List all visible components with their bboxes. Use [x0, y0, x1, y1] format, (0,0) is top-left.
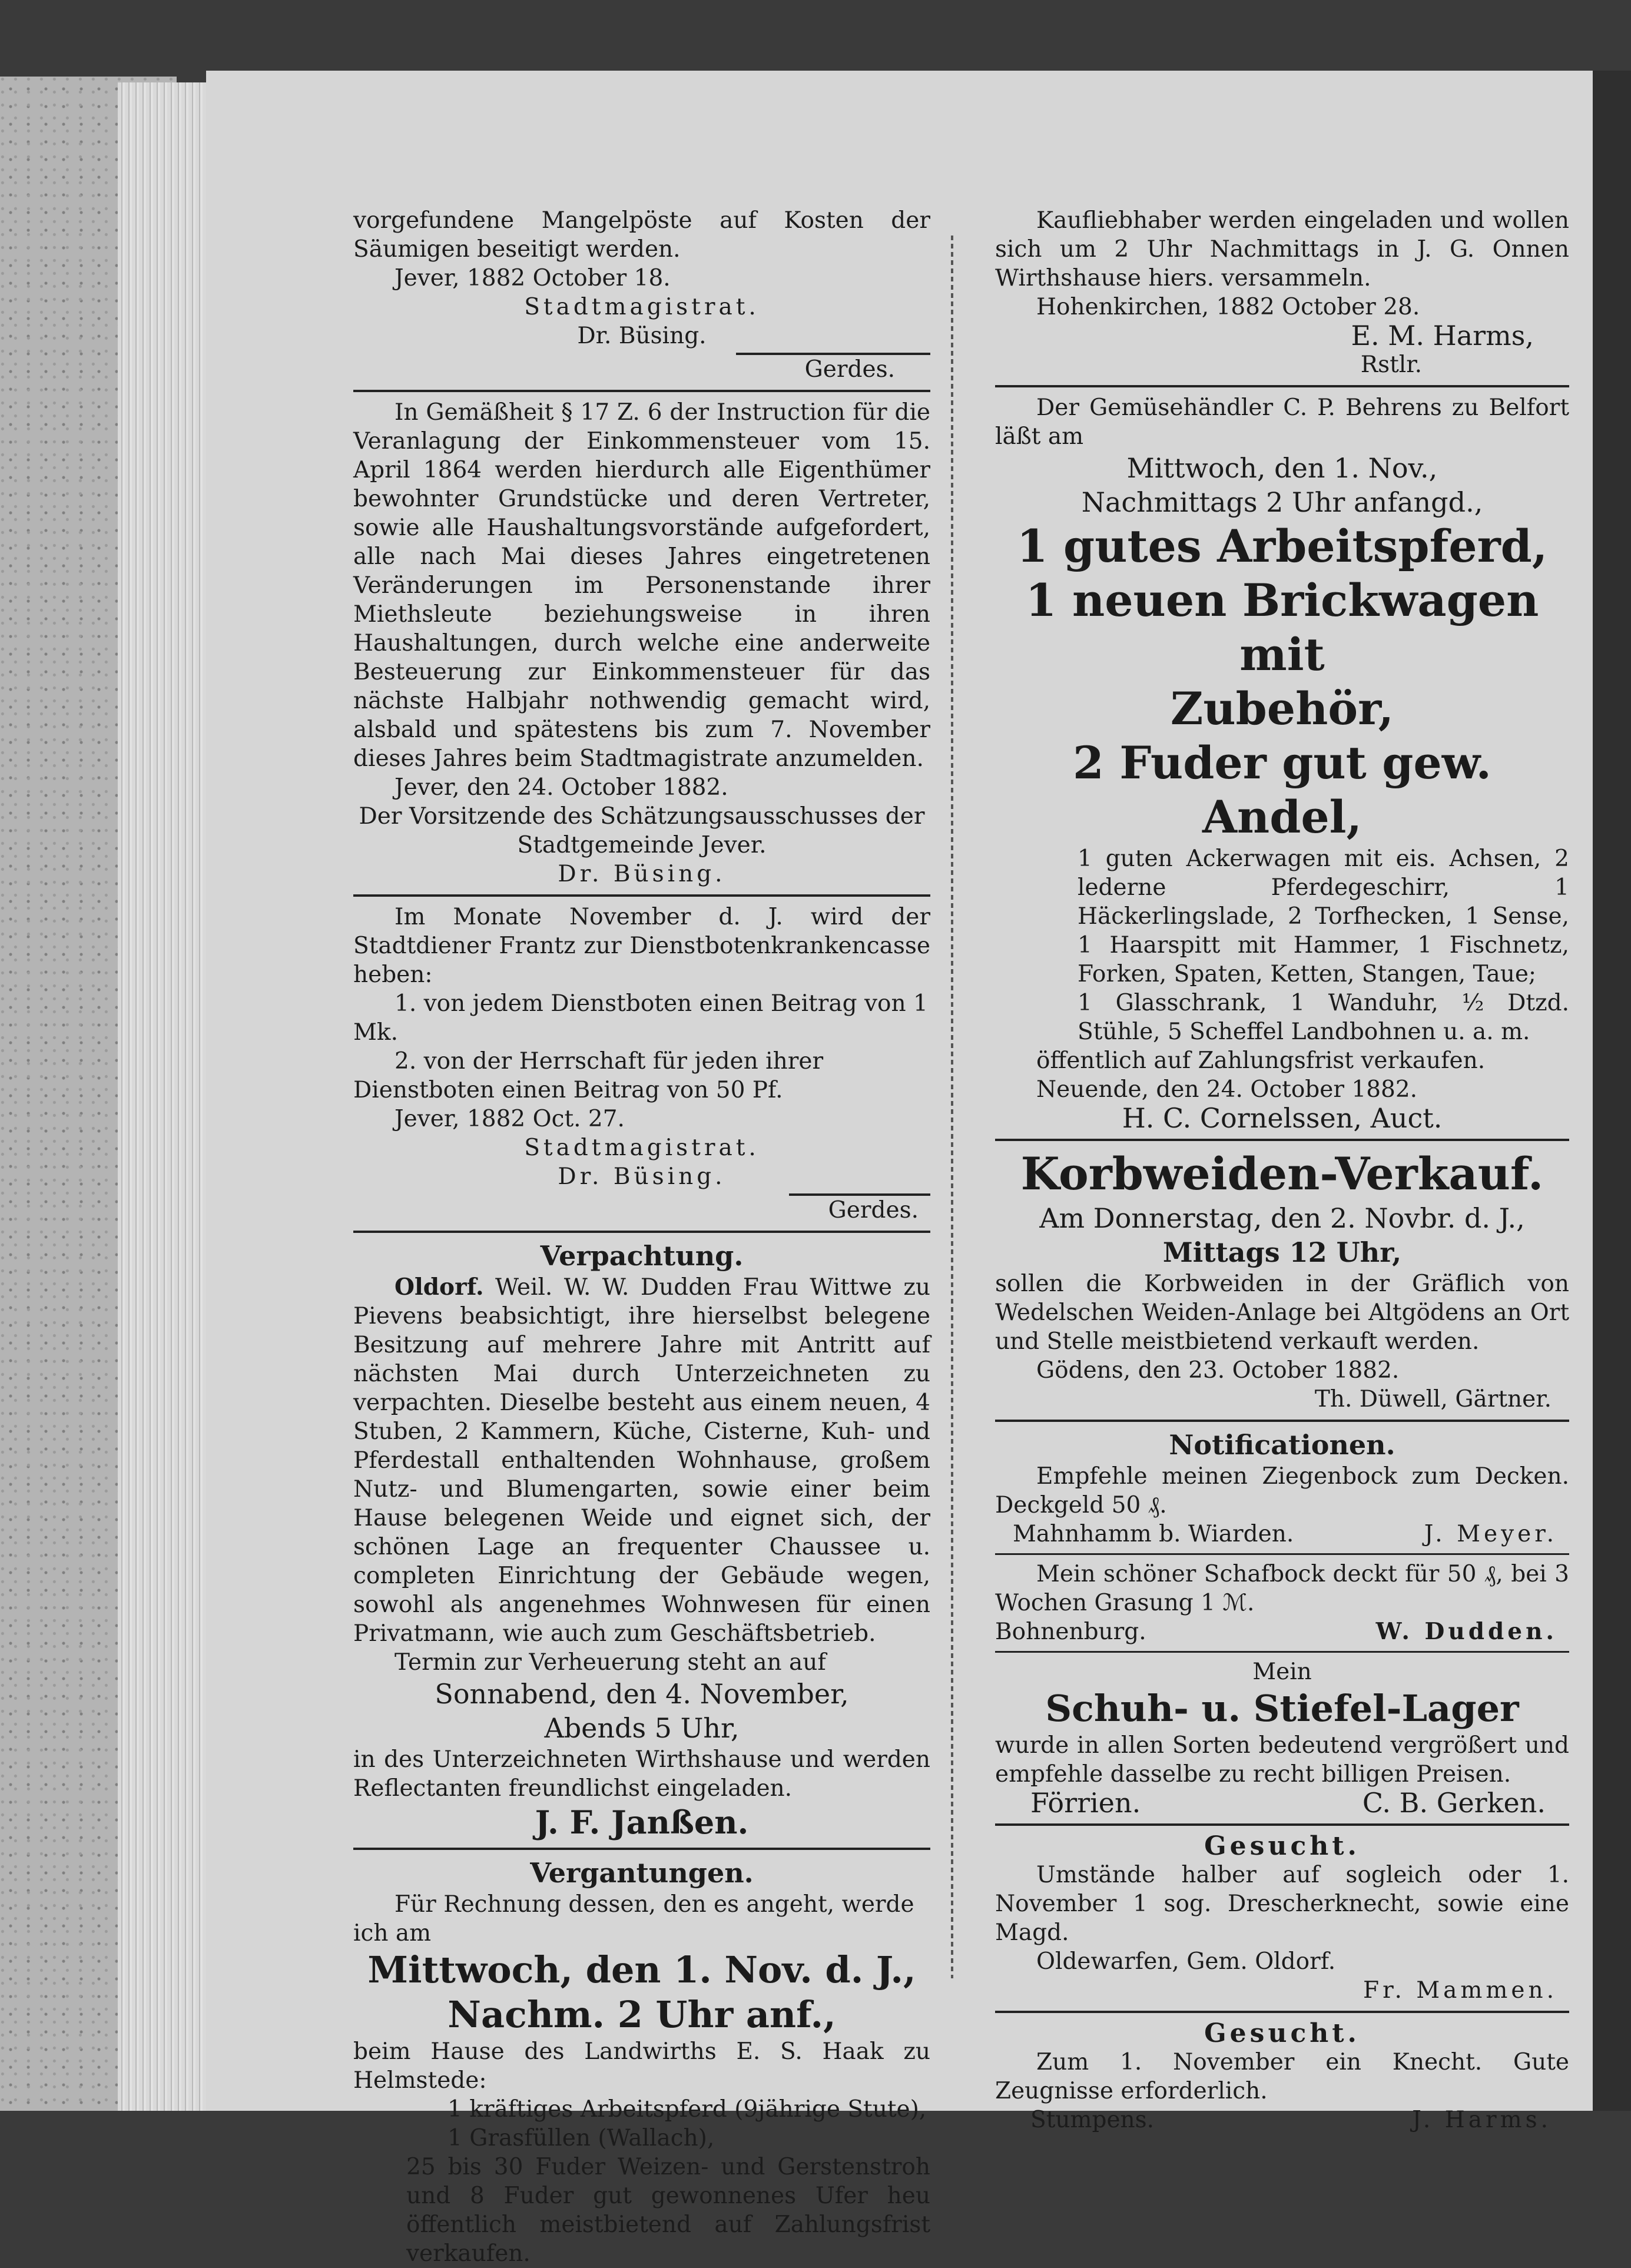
- ad-text: Termin zur Verheuerung steht an auf: [395, 1649, 826, 1676]
- ad-text: Empfehle meinen Ziegenbock zum Decken. Deckgeld 50 ₰.: [995, 1463, 1569, 1518]
- ad-verpachtung: [353, 1239, 930, 1842]
- ad-list: 1 Glasschrank, 1 Wanduhr, ½ Dtzd. Stühle, 5 Scheffel Landbohnen u. a. m.: [1078, 990, 1569, 1045]
- ad-signature: C. B. Gerken.: [1362, 1787, 1546, 1819]
- ad-time-display: Nachm. 2 Uhr anf.,: [447, 1993, 836, 2036]
- notice-authority: Der Vorsitzende des Schätzungsausschusses der Stadtgemeinde Jever.: [359, 803, 925, 858]
- notice-list-item: 2. von der Herrschaft für jeden ihrer Dienstboten einen Beitrag von 50 Pf.: [353, 1048, 824, 1103]
- column-divider: [951, 236, 953, 1978]
- ad-text: Für Rechnung dessen, den es angeht, werde ich am: [353, 1891, 914, 1947]
- ad-date-display: Am Donnerstag, den 2. Novbr. d. J.,: [1039, 1202, 1525, 1234]
- section-divider: [995, 1651, 1569, 1653]
- ad-gesucht-magd: [995, 1832, 1569, 2005]
- ad-list-item: 1 Grasfüllen (Wallach),: [447, 2125, 715, 2151]
- ad-time-display: Nachmittags 2 Uhr anfangd.,: [1081, 486, 1483, 518]
- notice-signature: Dr. Büsing.: [558, 1163, 726, 1190]
- section-divider: [995, 385, 1569, 387]
- ad-korbweiden: [995, 1147, 1569, 1414]
- ad-text: Der Gemüsehändler C. P. Behrens zu Belfort läßt am: [995, 394, 1569, 450]
- ad-text: Umstände halber auf sogleich oder 1. November 1 sog. Drescherknecht, sowie eine Magd.: [995, 1862, 1569, 1946]
- ad-signature: J. Harms.: [1412, 2107, 1552, 2133]
- ad-item-large: 1 neuen Brickwagen mit: [1025, 574, 1539, 681]
- ad-dateline: Hohenkirchen, 1882 October 28.: [1036, 294, 1420, 320]
- ad-heading: Verpachtung.: [540, 1240, 744, 1272]
- notice-text: vorgefundene Mangelpöste auf Kosten der Säumigen beseitigt werden.: [353, 207, 930, 263]
- ad-text: Mein schöner Schafbock deckt für 50 ₰, bei 3 Wochen Grasung 1 ℳ.: [995, 1561, 1569, 1616]
- ad-signature: H. C. Cornelssen, Auct.: [1122, 1102, 1443, 1134]
- notice-dateline: Jever, 1882 October 18.: [395, 265, 671, 291]
- ad-place: Oldewarfen, Gem. Oldorf.: [1036, 1948, 1336, 1975]
- notice-list-item: 1. von jedem Dienstboten einen Beitrag von 1 Mk.: [353, 990, 928, 1046]
- ad-place: Mahnhamm b. Wiarden.: [1013, 1521, 1294, 1547]
- notice-signature: Dr. Büsing.: [577, 323, 707, 349]
- ad-signature: J. Meyer.: [1424, 1521, 1557, 1547]
- section-heading: Notificationen.: [1169, 1429, 1395, 1461]
- ad-signature: J. F. Janßen.: [535, 1803, 749, 1841]
- notice-cosignature: Gerdes.: [804, 356, 895, 383]
- notice-text: Im Monate November d. J. wird der Stadtdiener Frantz zur Dienstbotenkrankencasse heben:: [353, 904, 930, 988]
- section-divider: [353, 1848, 930, 1850]
- ad-behrens: [995, 393, 1569, 1133]
- ad-heading: Gesucht.: [1204, 1831, 1360, 1861]
- section-divider: [995, 1139, 1569, 1141]
- ad-text: Weil. W. W. Dudden Frau Wittwe zu Pievens beabsichtigt, ihre hierselbst belegene Besitzung auf mehrere Jahre mit Antritt auf nächsten Mai durch Unterzeichneten zu verpachten. Dieselbe besteht aus einem neuen, 4 Stuben, 2 Kammern, Küche, Cisterne, Kuh- und Pferdestall enthaltenden Wohnhause, großem Nutz- und Blumengarten, sowie einer beim Hause belegenen Weide und eignet sich, der schönen Lage an frequenter Chaussee u. completen Einrichtung der Gebäude wegen, sowohl als angenehmes Wohnwesen für einen Privatmann, wie auch zum Geschäftsbetrieb.: [353, 1274, 930, 1647]
- ad-heading: Korbweiden-Verkauf.: [1020, 1148, 1544, 1200]
- ad-heading: Schuh- u. Stiefel-Lager: [1045, 1687, 1519, 1730]
- ad-item-large: 1 gutes Arbeitspferd,: [1016, 520, 1548, 572]
- ad-text: in des Unterzeichneten Wirthshause und werden Reflectanten freundlichst eingeladen.: [353, 1746, 930, 1802]
- ad-date-display: Mittwoch, den 1. Nov. d. J.,: [367, 1948, 916, 1991]
- right-column: [995, 206, 1569, 2134]
- notice-dienstbotenkasse: [353, 903, 930, 1225]
- ad-dateline: Gödens, den 23. October 1882.: [1036, 1357, 1400, 1384]
- section-divider: [353, 390, 930, 392]
- section-divider: [995, 2011, 1569, 2013]
- ad-hohenkirchen: [995, 206, 1569, 379]
- ad-heading: Vergantungen.: [530, 1857, 754, 1889]
- ad-gesucht-knecht: [995, 2019, 1569, 2134]
- notificationen: [995, 1428, 1569, 1549]
- section-divider: [995, 1420, 1569, 1422]
- ad-text: 25 bis 30 Fuder Weizen- und Gerstenstroh und 8 Fuder gut gewonnenes Ufer heu öffentlich meistbietend auf Zahlungsfrist verkaufen.: [406, 2154, 930, 2267]
- notice-dateline: Jever, 1882 Oct. 27.: [395, 1106, 625, 1132]
- ad-text: beim Hause des Landwirths E. S. Haak zu Helmstede:: [353, 2038, 930, 2094]
- ad-place: Oldorf.: [395, 1274, 484, 1301]
- ad-time-display: Mittags 12 Uhr,: [1162, 1236, 1402, 1268]
- ad-signature-title: Rstlr.: [1360, 352, 1422, 378]
- ad-date-display: Sonnabend, den 4. November,: [435, 1678, 849, 1710]
- ad-text: öffentlich auf Zahlungsfrist verkaufen.: [1036, 1047, 1486, 1074]
- ad-signature: Th. Düwell, Gärtner.: [1314, 1386, 1552, 1412]
- section-divider: [353, 1231, 930, 1233]
- ad-kicker: Mein: [1252, 1659, 1312, 1685]
- left-column: [353, 206, 930, 2268]
- notice-signature: Dr. Büsing.: [558, 861, 726, 887]
- ad-place: Stumpens.: [1030, 2107, 1155, 2133]
- ad-text: sollen die Korbweiden in der Gräflich von Wedelschen Weiden-Anlage bei Altgödens an Ort und Stelle meistbietend verkauft werden.: [995, 1271, 1569, 1355]
- notice-dateline: Jever, den 24. October 1882.: [395, 774, 728, 801]
- ad-schuh-lager: [995, 1657, 1569, 1818]
- notice-einkommensteuer: [353, 398, 930, 888]
- notice-authority: Stadtmagistrat.: [524, 294, 760, 320]
- ad-item-large: Zubehör,: [1170, 682, 1394, 735]
- ad-signature: E. M. Harms,: [1351, 320, 1534, 352]
- notice-authority: Stadtmagistrat.: [524, 1135, 760, 1161]
- ad-list: 1 guten Ackerwagen mit eis. Achsen, 2 lederne Pferdegeschirr, 1 Häckerlingslade, 2 Torfhecken, 1 Sense, 1 Haarspitt mit Hammer, 1 Fischnetz, Forken, Spaten, Ketten, Stangen, Taue;: [1078, 845, 1569, 987]
- ad-heading: Gesucht.: [1204, 2018, 1360, 2048]
- ad-list-item: 1 kräftiges Arbeitspferd (9jährige Stute),: [447, 2096, 927, 2123]
- ad-item-large: 2 Fuder gut gew. Andel,: [1073, 737, 1491, 843]
- ad-text: Zum 1. November ein Knecht. Gute Zeugnisse erforderlich.: [995, 2049, 1569, 2104]
- ad-place: Bohnenburg.: [995, 1619, 1146, 1645]
- ad-date-display: Mittwoch, den 1. Nov.,: [1126, 452, 1438, 484]
- ad-text: wurde in allen Sorten bedeutend vergrößert und empfehle dasselbe zu recht billigen Preisen.: [995, 1732, 1569, 1788]
- section-divider: [995, 1823, 1569, 1826]
- section-divider: [353, 894, 930, 897]
- ad-signature: W. Dudden.: [1375, 1618, 1557, 1645]
- ad-text: Kaufliebhaber werden eingeladen und wollen sich um 2 Uhr Nachmittags in J. G. Onnen Wirthshause hiers. versammeln.: [995, 207, 1569, 291]
- ad-schafbock: [995, 1560, 1569, 1646]
- notice-cosignature: Gerdes.: [828, 1197, 919, 1223]
- notice-mangelpoeste: [353, 206, 930, 384]
- ad-vergantungen: [353, 1856, 930, 2268]
- facing-page-edge: [1593, 71, 1631, 2111]
- notice-text: In Gemäßheit § 17 Z. 6 der Instruction für die Veranlagung der Einkommensteuer vom 15. April 1864 werden hierdurch alle Eigenthümer bewohnter Grundstücke und deren Vertreter, sowie alle Haushaltungsvorstände aufgefordert, alle nach Mai dieses Jahres eingetretenen Veränderungen im Personenstande ihrer Miethsleute beziehungsweise in ihren Haushaltungen, durch welche eine anderweite Besteuerung zur Einkommensteuer für das nächste Halbjahr nothwendig gemacht wird, alsbald und spätestens bis zum 7. November dieses Jahres beim Stadtmagistrate anzumelden.: [353, 399, 930, 772]
- ad-time-display: Abends 5 Uhr,: [544, 1712, 740, 1744]
- ad-dateline: Neuende, den 24. October 1882.: [1036, 1076, 1418, 1103]
- section-divider: [995, 1553, 1569, 1555]
- ad-place: Förrien.: [1030, 1787, 1141, 1819]
- ad-signature: Fr. Mammen.: [1363, 1977, 1557, 2004]
